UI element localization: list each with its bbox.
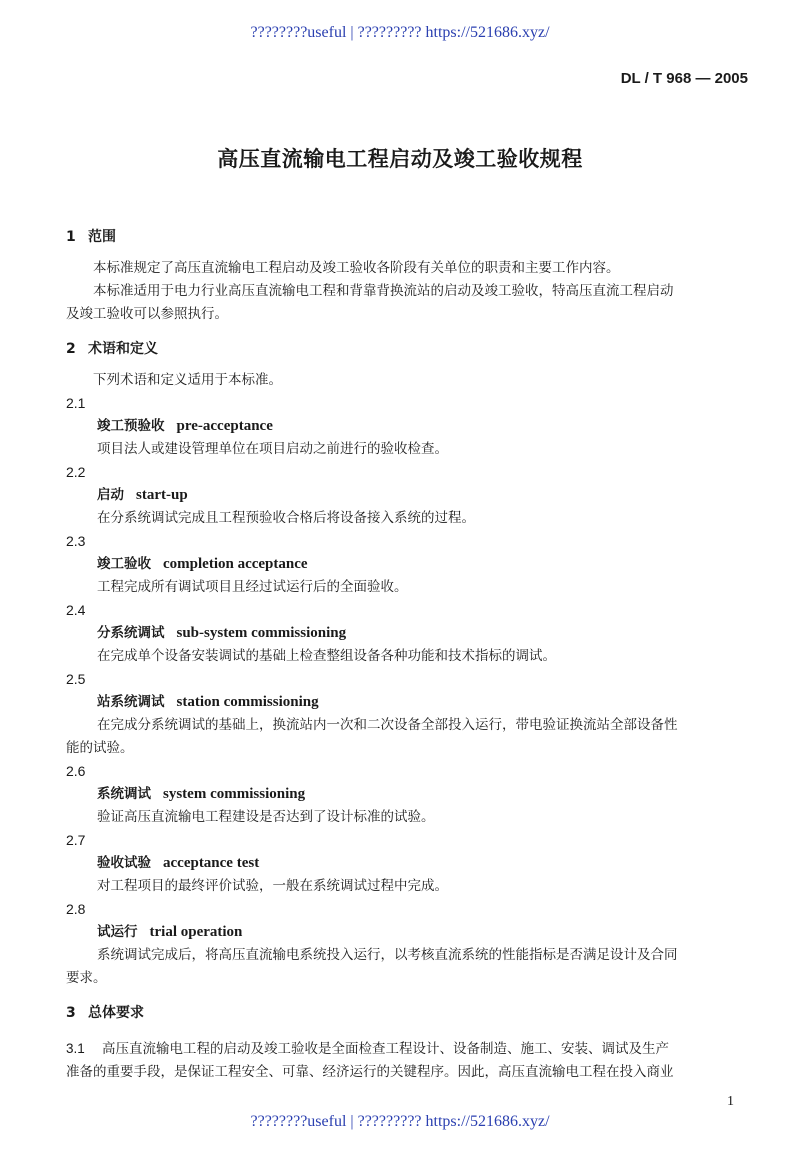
term-name — [66, 852, 750, 875]
term-definition: 在完成单个设备安装调试的基础上检查整组设备各种功能和技术指标的调试。 — [97, 648, 556, 664]
term-en: pre-acceptance — [176, 418, 273, 434]
watermark-top[interactable] — [0, 24, 800, 42]
term-entry — [66, 599, 750, 668]
term-definition: 在完成分系统调试的基础上，换流站内一次和二次设备全部投入运行，带电验证换流站全部设备性 — [97, 717, 678, 733]
section-heading-terms — [66, 338, 750, 361]
term-entry — [66, 530, 750, 599]
term-en: acceptance test — [163, 855, 260, 871]
section-title: 总体要求 — [88, 1005, 144, 1021]
term-name — [66, 622, 750, 645]
paragraph: 本标准适用于电力行业高压直流输电工程和背靠背换流站的启动及竣工验收，特高压直流工程启动 — [93, 283, 674, 299]
term-zh: 试运行 — [97, 924, 138, 940]
watermark-bottom[interactable] — [0, 1113, 800, 1131]
term-number: 2.8 — [66, 901, 86, 917]
term-number: 2.1 — [66, 395, 86, 411]
term-zh: 分系统调试 — [97, 625, 165, 641]
paragraph: 本标准规定了高压直流输电工程启动及竣工验收各阶段有关单位的职责和主要工作内容。 — [93, 260, 620, 276]
term-definition-continuation: 要求。 — [66, 970, 107, 986]
section-title: 术语和定义 — [88, 341, 158, 357]
paragraph-continuation: 及竣工验收可以参照执行。 — [66, 306, 228, 322]
term-name — [66, 415, 750, 438]
term-name — [66, 921, 750, 944]
clause-continuation: 准备的重要手段，是保证工程安全、可靠、经济运行的关键程序。因此，高压直流输电工程在投入商业 — [66, 1064, 674, 1080]
clause — [66, 1037, 750, 1061]
term-definition: 在分系统调试完成且工程预验收合格后将设备接入系统的过程。 — [97, 510, 475, 526]
term-definition: 系统调试完成后，将高压直流输电系统投入运行，以考核直流系统的性能指标是否满足设计及合同 — [97, 947, 678, 963]
section-number: 3 — [66, 1005, 76, 1021]
term-zh: 竣工验收 — [97, 556, 151, 572]
term-name — [66, 691, 750, 714]
watermark-link[interactable]: ????????useful | ????????? https://521686.xyz/ — [250, 24, 550, 41]
term-definition: 工程完成所有调试项目且经过试运行后的全面验收。 — [97, 579, 408, 595]
page-number: 1 — [727, 1094, 734, 1109]
watermark-link[interactable]: ????????useful | ????????? https://521686.xyz/ — [250, 1113, 550, 1130]
term-zh: 竣工预验收 — [97, 418, 165, 434]
term-definition: 对工程项目的最终评价试验，一般在系统调试过程中完成。 — [97, 878, 448, 894]
term-name — [66, 484, 750, 507]
term-en: station commissioning — [176, 694, 319, 710]
term-en: completion acceptance — [163, 556, 308, 572]
paragraph: 下列术语和定义适用于本标准。 — [93, 372, 282, 388]
term-entry — [66, 760, 750, 829]
clause-text: 高压直流输电工程的启动及竣工验收是全面检查工程设计、设备制造、施工、安装、调试及生产 — [102, 1041, 669, 1057]
section-number: 2 — [66, 341, 76, 357]
clause-number: 3.1 — [66, 1041, 85, 1056]
document-title: 高压直流输电工程启动及竣工验收规程 — [217, 147, 583, 171]
term-entry — [66, 668, 750, 760]
term-number: 2.3 — [66, 533, 86, 549]
section-heading-scope — [66, 226, 750, 249]
document-body — [66, 226, 750, 1084]
section-title: 范围 — [88, 229, 116, 245]
term-name — [66, 783, 750, 806]
term-en: trial operation — [149, 924, 243, 940]
term-entry — [66, 829, 750, 898]
term-definition: 项目法人或建设管理单位在项目启动之前进行的验收检查。 — [97, 441, 448, 457]
term-en: sub-system commissioning — [176, 625, 347, 641]
standard-code: DL / T 968 — 2005 — [620, 70, 748, 87]
term-definition: 验证高压直流输电工程建设是否达到了设计标准的试验。 — [97, 809, 435, 825]
section-number: 1 — [66, 229, 76, 245]
term-number: 2.5 — [66, 671, 86, 687]
term-zh: 启动 — [97, 487, 124, 503]
term-zh: 系统调试 — [97, 786, 151, 802]
term-number: 2.6 — [66, 763, 86, 779]
term-number: 2.7 — [66, 832, 86, 848]
term-en: start-up — [136, 487, 188, 503]
section-heading-general — [66, 1002, 750, 1025]
term-zh: 验收试验 — [97, 855, 151, 871]
term-name — [66, 553, 750, 576]
term-entry — [66, 461, 750, 530]
term-entry — [66, 898, 750, 990]
term-zh: 站系统调试 — [97, 694, 165, 710]
term-en: system commissioning — [163, 786, 306, 802]
term-number: 2.4 — [66, 602, 86, 618]
term-entry — [66, 392, 750, 461]
term-number: 2.2 — [66, 464, 86, 480]
term-definition-continuation: 能的试验。 — [66, 740, 134, 756]
